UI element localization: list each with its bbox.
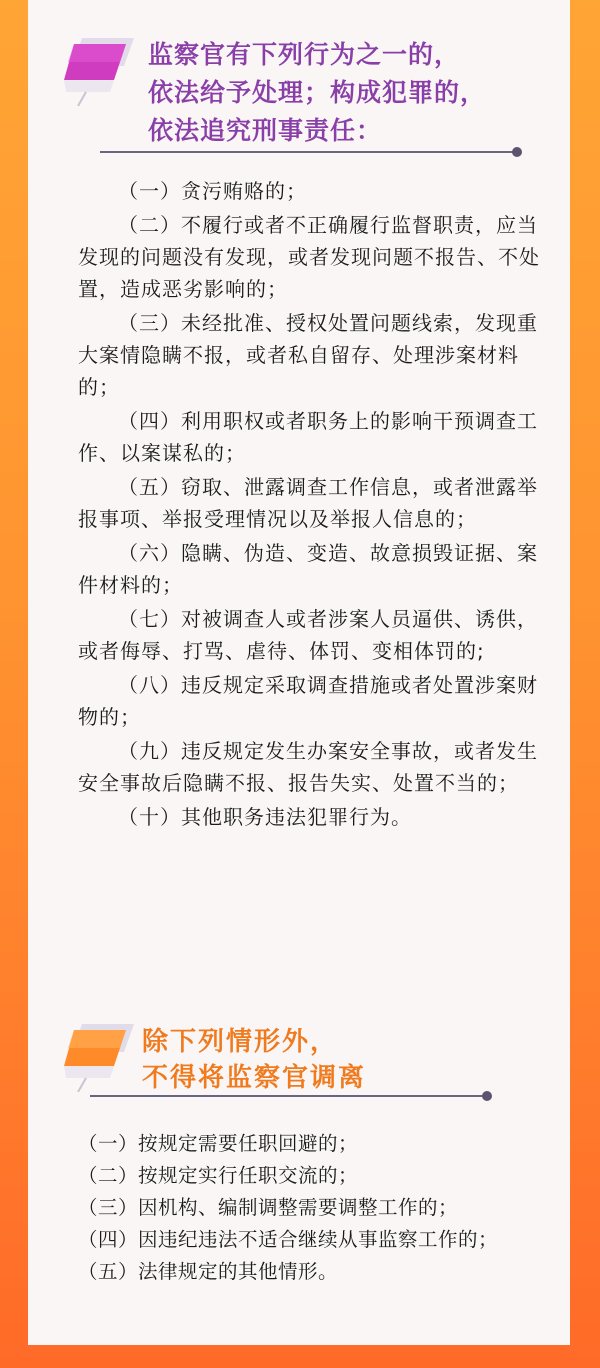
list-item: （九）违反规定发生办案安全事故，或者发生安全事故后隐瞒不报、报告失实、处置不当的； <box>78 739 538 795</box>
divider-dot <box>512 147 522 157</box>
section1-title-line: 依法给予处理；构成犯罪的， <box>148 78 487 107</box>
list-item: （三）未经批准、授权处置问题线索，发现重大案情隐瞒不报，或者私自留存、处理涉案材料的； <box>78 311 538 399</box>
list-item: （六）隐瞒、伪造、变造、故意损毁证据、案件材料的； <box>78 541 538 597</box>
divider-dot <box>482 1091 492 1101</box>
list-item: （五）窃取、泄露调查工作信息，或者泄露举报事项、举报受理情况以及举报人信息的； <box>78 475 538 531</box>
list-item: （七）对被调查人或者涉案人员逼供、诱供，或者侮辱、打骂、虐待、体罚、变相体罚的; <box>78 607 538 663</box>
section2-title <box>142 1024 472 1096</box>
list-item: （一）贪污贿赂的； <box>118 179 307 203</box>
list-item: （四）利用职权或者职务上的影响干预调查工作、以案谋私的； <box>78 409 538 465</box>
list-item: （八）违反规定采取调查措施或者处置涉案财物的； <box>78 673 538 729</box>
section2-header-icon <box>64 1018 136 1096</box>
list-item: （四）因违纪违法不适合继续从事监察工作的； <box>78 1228 499 1251</box>
section2-title-line: 除下列情形外， <box>142 1027 339 1057</box>
section2-divider <box>90 1095 486 1097</box>
list-item: （二）按规定实行任职交流的； <box>78 1164 359 1187</box>
section1-title <box>148 36 548 150</box>
list-item: （一）按规定需要任职回避的； <box>78 1132 359 1155</box>
section1-title-line: 依法追究刑事责任： <box>148 116 383 145</box>
list-item: （二）不履行或者不正确履行监督职责，应当发现的问题没有发现，或者发现问题不报告、不处置，造成恶劣影响的； <box>78 213 540 301</box>
section2-title-line: 不得将监察官调离 <box>142 1063 367 1093</box>
section1-divider <box>100 151 516 153</box>
list-item: （五）法律规定的其他情形。 <box>78 1260 339 1283</box>
section1-header-icon <box>64 32 136 110</box>
list-item: （十）其他职务违法犯罪行为。 <box>118 805 412 829</box>
section1-title-line: 监察官有下列行为之一的， <box>148 40 461 69</box>
section1-list <box>78 175 542 835</box>
section2-list <box>78 1128 562 1288</box>
list-item: （三）因机构、编制调整需要调整工作的； <box>78 1196 459 1219</box>
